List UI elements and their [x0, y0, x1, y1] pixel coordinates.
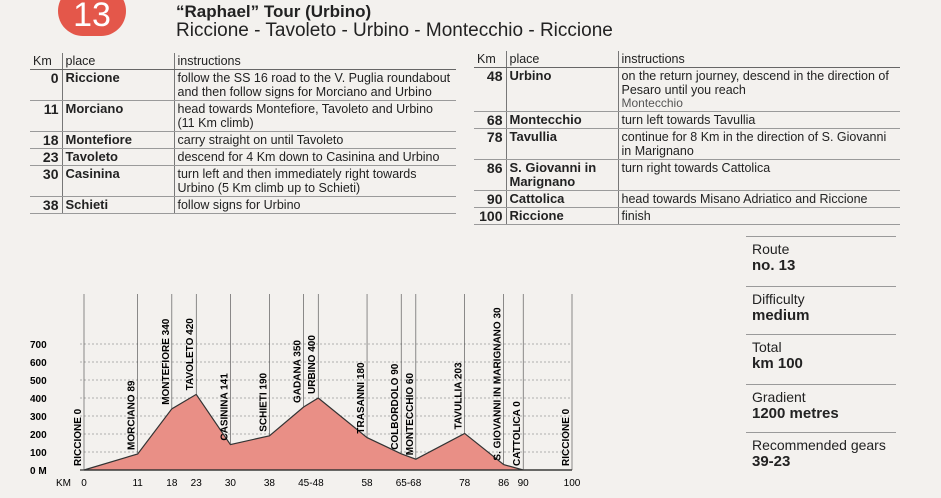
row-instructions [174, 70, 456, 101]
row-place: Montecchio [506, 112, 618, 129]
x-tick-label: 45-48 [298, 478, 324, 489]
y-tick-label: 0 M [30, 466, 47, 477]
instructions-text: turn left and then immediately right towards Urbino (5 Km climb up to Schieti) [177, 167, 417, 195]
info-label: Gradient [752, 389, 806, 405]
row-instructions [618, 129, 900, 160]
row-instructions [174, 197, 456, 214]
row-place: Cattolica [506, 191, 618, 208]
instructions-text: turn right towards Cattolica [621, 161, 771, 175]
row-instructions [174, 149, 456, 166]
row-place: Tavoleto [62, 149, 174, 166]
point-label: SCHIETI 190 [258, 372, 270, 432]
row-km: 48 [474, 68, 506, 112]
info-block [746, 286, 896, 324]
y-tick-label: 100 [30, 448, 47, 459]
instructions-text: follow the SS 16 road to the V. Puglia roundabout and then follow signs for Morciano and Urbino [177, 71, 451, 99]
x-tick-label: 86 [498, 478, 510, 489]
point-label: TAVOLETO 420 [185, 318, 197, 391]
point-label: MONTECCHIO 60 [404, 372, 416, 456]
row-instructions [618, 191, 900, 208]
table-row [474, 191, 900, 208]
table-header [30, 53, 456, 70]
point-label: RICCIONE 0 [73, 408, 84, 466]
info-value: medium [752, 307, 810, 324]
row-place: Urbino [506, 68, 618, 112]
info-block [746, 432, 896, 470]
x-tick-label: 23 [190, 478, 202, 489]
table-header [474, 51, 900, 68]
route-number-badge: 13 [58, 0, 126, 36]
instructions-text: carry straight on until Tavoleto [177, 133, 344, 147]
x-tick-label: 90 [517, 478, 529, 489]
y-tick-label: 600 [30, 358, 47, 369]
table-row [474, 160, 900, 191]
info-label: Difficulty [752, 291, 805, 307]
km-header: Km [30, 53, 62, 70]
row-instructions [174, 132, 456, 149]
y-tick-label: 300 [30, 412, 47, 423]
row-instructions [174, 166, 456, 197]
instructions-header: instructions [618, 51, 900, 68]
table-row [30, 101, 456, 132]
row-instructions [618, 112, 900, 129]
row-place: Riccione [506, 208, 618, 225]
row-place: Montefiore [62, 132, 174, 149]
row-place: S. Giovanni in Marignano [506, 160, 618, 191]
row-instructions [618, 160, 900, 191]
row-km: 30 [30, 166, 62, 197]
row-km: 68 [474, 112, 506, 129]
instructions-header: instructions [174, 53, 456, 70]
row-km: 90 [474, 191, 506, 208]
info-block [746, 334, 896, 372]
row-km: 38 [30, 197, 62, 214]
x-tick-label: 65-68 [395, 478, 422, 489]
info-label: Recommended gears [752, 437, 886, 453]
km-header: Km [474, 51, 506, 68]
right-directions-table [474, 51, 900, 225]
row-place: Schieti [62, 197, 174, 214]
x-tick-label: 30 [224, 478, 236, 489]
table-row [30, 166, 456, 197]
info-label: Route [752, 241, 790, 257]
point-label: TAVULLIA 203 [453, 362, 465, 430]
instructions-text: head towards Montefiore, Tavoleto and Urbino (11 Km climb) [177, 102, 433, 130]
point-label: CATTOLICA 0 [512, 401, 524, 466]
row-km: 78 [474, 129, 506, 160]
instructions-note: Montecchio [621, 96, 683, 110]
info-value: 1200 metres [752, 405, 839, 422]
elevation-profile-chart [30, 284, 590, 494]
info-value: km 100 [752, 355, 803, 372]
row-place: Riccione [62, 70, 174, 101]
info-value: no. 13 [752, 257, 796, 274]
point-label: COLBORDOLO 90 [390, 363, 402, 450]
row-place: Casinina [62, 166, 174, 197]
row-km: 0 [30, 70, 62, 101]
row-place: Tavullia [506, 129, 618, 160]
table-row [30, 197, 456, 214]
row-km: 11 [30, 101, 62, 132]
y-tick-label: 500 [30, 376, 47, 387]
row-place: Morciano [62, 101, 174, 132]
y-tick-label: 700 [30, 340, 47, 351]
row-instructions [618, 68, 900, 112]
x-tick-label: 0 [81, 478, 87, 489]
instructions-text: continue for 8 Km in the direction of S. Giovanni in Marignano [621, 130, 887, 158]
table-row [474, 129, 900, 160]
table-row [474, 112, 900, 129]
instructions-text: finish [621, 209, 651, 223]
row-km: 100 [474, 208, 506, 225]
instructions-text: head towards Misano Adriatico and Riccione [621, 192, 868, 206]
row-km: 23 [30, 149, 62, 166]
left-directions-table [30, 53, 456, 214]
point-label: S. GIOVANNI IN MARIGNANO 30 [492, 307, 504, 461]
info-value: 39-23 [752, 453, 791, 470]
point-label: CASININA 141 [219, 373, 231, 441]
x-axis-label: KM [56, 478, 71, 489]
info-block [746, 384, 896, 422]
x-tick-label: 11 [132, 478, 143, 489]
point-label: MORCIANO 89 [126, 380, 138, 450]
row-instructions [618, 208, 900, 225]
table-row [474, 208, 900, 225]
page-title: “Raphael” Tour (Urbino) [176, 2, 372, 21]
row-km: 18 [30, 132, 62, 149]
row-instructions [174, 101, 456, 132]
table-row [30, 132, 456, 149]
place-header: place [62, 53, 174, 70]
page-subtitle: Riccione - Tavoleto - Urbino - Montecchio - Riccione [176, 20, 613, 41]
point-label: MONTEFIORE 340 [160, 318, 172, 405]
instructions-text: turn left towards Tavullia [621, 113, 756, 127]
y-tick-label: 200 [30, 430, 47, 441]
info-label: Total [752, 339, 782, 355]
point-label: URBINO 400 [307, 335, 319, 394]
table-row [30, 149, 456, 166]
x-tick-label: 38 [263, 478, 276, 489]
instructions-text: on the return journey, descend in the direction of Pesaro until you reach [621, 69, 889, 97]
row-km: 86 [474, 160, 506, 191]
x-tick-label: 18 [166, 478, 178, 489]
info-block [746, 236, 896, 274]
instructions-text: descend for 4 Km down to Casinina and Urbino [177, 150, 440, 164]
x-tick-label: 100 [563, 478, 581, 489]
point-label: GADANA 350 [292, 340, 304, 403]
table-row [30, 70, 456, 101]
point-label: TRASANNI 180 [356, 362, 368, 434]
x-tick-label: 78 [459, 478, 471, 489]
table-row [474, 68, 900, 112]
instructions-text: follow signs for Urbino [177, 198, 301, 212]
point-label: RICCIONE 0 [561, 408, 572, 466]
place-header: place [506, 51, 618, 68]
x-tick-label: 58 [361, 478, 373, 489]
y-tick-label: 400 [30, 394, 47, 405]
